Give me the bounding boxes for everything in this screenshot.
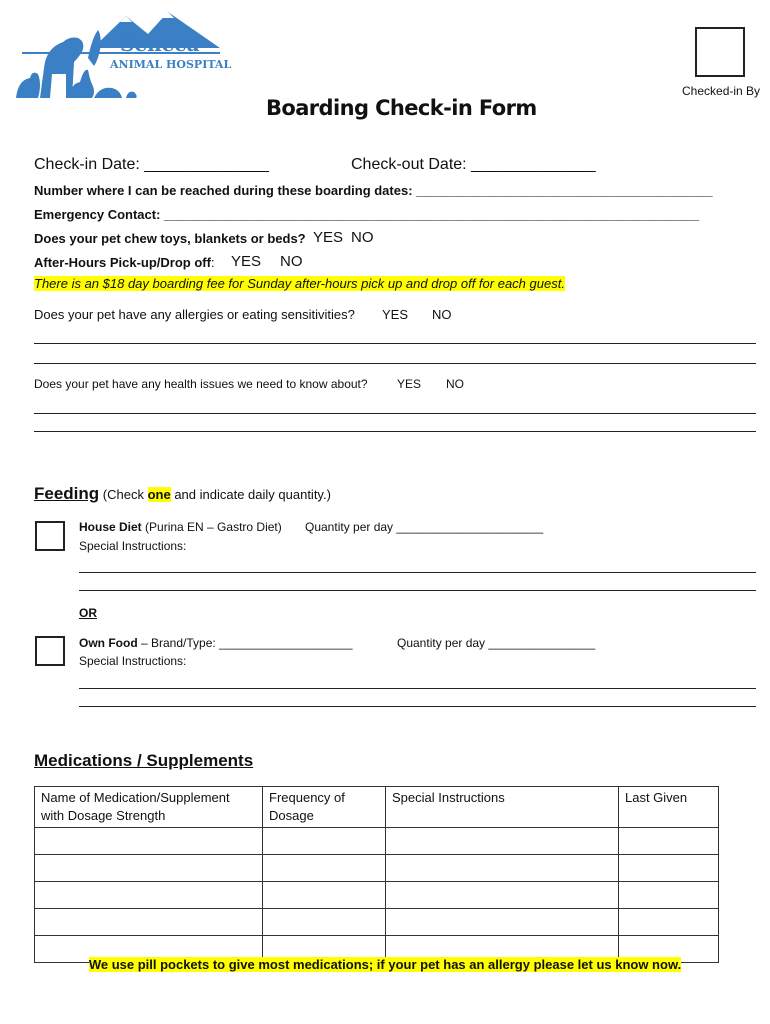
medications-heading: Medications / Supplements [34,751,254,770]
pill-pocket-footnote [0,957,770,972]
feeding-heading: Feeding [34,484,100,503]
feeding-instruction: and indicate daily quantity.) [170,487,331,502]
feeding-heading-row [34,484,331,504]
table-row [35,828,719,855]
after-hours-no-option[interactable]: NO [280,253,303,270]
house-diet-instructions-line[interactable] [79,590,756,591]
table-row [35,909,719,936]
after-hours-yes-option[interactable]: YES [231,253,262,270]
checkin-date-field[interactable]: Check-in Date: ______________ [34,156,269,173]
own-food-checkbox[interactable] [35,636,65,666]
table-row [35,882,719,909]
medications-table [34,786,719,963]
table-cell[interactable] [35,855,263,882]
table-cell[interactable] [386,855,619,882]
own-food-quantity-field[interactable]: Quantity per day ________________ [397,636,596,650]
table-cell[interactable] [263,882,386,909]
logo-subtitle: ANIMAL HOSPITAL [110,58,232,71]
allergy-no-option[interactable]: NO [432,307,452,322]
own-food-instructions-line[interactable] [79,688,756,689]
checked-in-by-label: Checked-in By [682,84,761,98]
allergy-answer-line[interactable] [34,363,756,364]
special-instructions-label: Special Instructions: [79,654,187,668]
allergy-yes-option[interactable]: YES [382,307,409,322]
feeding-instruction-highlight: one [147,487,171,502]
house-diet-label: House Diet (Purina EN – Gastro Diet) [79,520,282,534]
chew-question: Does your pet chew toys, blankets or beds? [34,231,306,246]
column-header: Special Instructions [386,787,619,828]
table-cell[interactable] [35,828,263,855]
health-question: Does your pet have any health issues we need to know about? [34,377,368,391]
table-cell[interactable] [263,909,386,936]
sunday-fee-note: There is an $18 day boarding fee for Sunday after-hours pick up and drop off for each guest. [34,276,565,291]
table-header-row [35,787,719,828]
table-cell[interactable] [263,828,386,855]
table-cell[interactable] [619,855,719,882]
column-header: Name of Medication/Supplement with Dosage Strength [35,787,263,828]
allergy-question: Does your pet have any allergies or eating sensitivities? [34,307,355,322]
chew-no-option[interactable]: NO [351,229,374,246]
table-cell[interactable] [619,909,719,936]
contact-number-field[interactable]: Number where I can be reached during these boarding dates: _________________________________________ [34,183,713,198]
own-food-instructions-line[interactable] [79,706,756,707]
health-answer-line[interactable] [34,413,756,414]
after-hours-question: After-Hours Pick-up/Drop off: [34,255,215,270]
house-diet-quantity-field[interactable]: Quantity per day ______________________ [305,520,544,534]
table-cell[interactable] [386,909,619,936]
emergency-contact-field[interactable]: Emergency Contact: __________________________________________________________________________ [34,207,700,222]
footnote-text: We use pill pockets to give most medications; if your pet has an allergy please let us know now. [88,957,682,972]
special-instructions-label: Special Instructions: [79,539,187,553]
table-cell[interactable] [263,855,386,882]
checkout-date-field[interactable]: Check-out Date: ______________ [351,156,596,173]
house-diet-instructions-line[interactable] [79,572,756,573]
allergy-answer-line[interactable] [34,343,756,344]
table-cell[interactable] [386,882,619,909]
health-yes-option[interactable]: YES [397,377,422,391]
column-header: Last Given [619,787,719,828]
table-cell[interactable] [619,882,719,909]
logo-name: Seneca [120,32,200,56]
column-header: Frequency of Dosage [263,787,386,828]
health-answer-line[interactable] [34,431,756,432]
house-diet-checkbox[interactable] [35,521,65,551]
own-food-label: Own Food – Brand/Type: ____________________ [79,636,353,650]
hospital-logo [8,8,232,103]
checked-in-by-box[interactable] [695,27,745,77]
table-row [35,855,719,882]
form-title: Boarding Check-in Form [266,96,537,120]
chew-yes-option[interactable]: YES [313,229,344,246]
feeding-instruction: (Check [102,487,148,502]
table-cell[interactable] [386,828,619,855]
table-cell[interactable] [35,909,263,936]
health-no-option[interactable]: NO [446,377,464,391]
table-cell[interactable] [35,882,263,909]
table-cell[interactable] [619,828,719,855]
or-label: OR [79,606,97,620]
